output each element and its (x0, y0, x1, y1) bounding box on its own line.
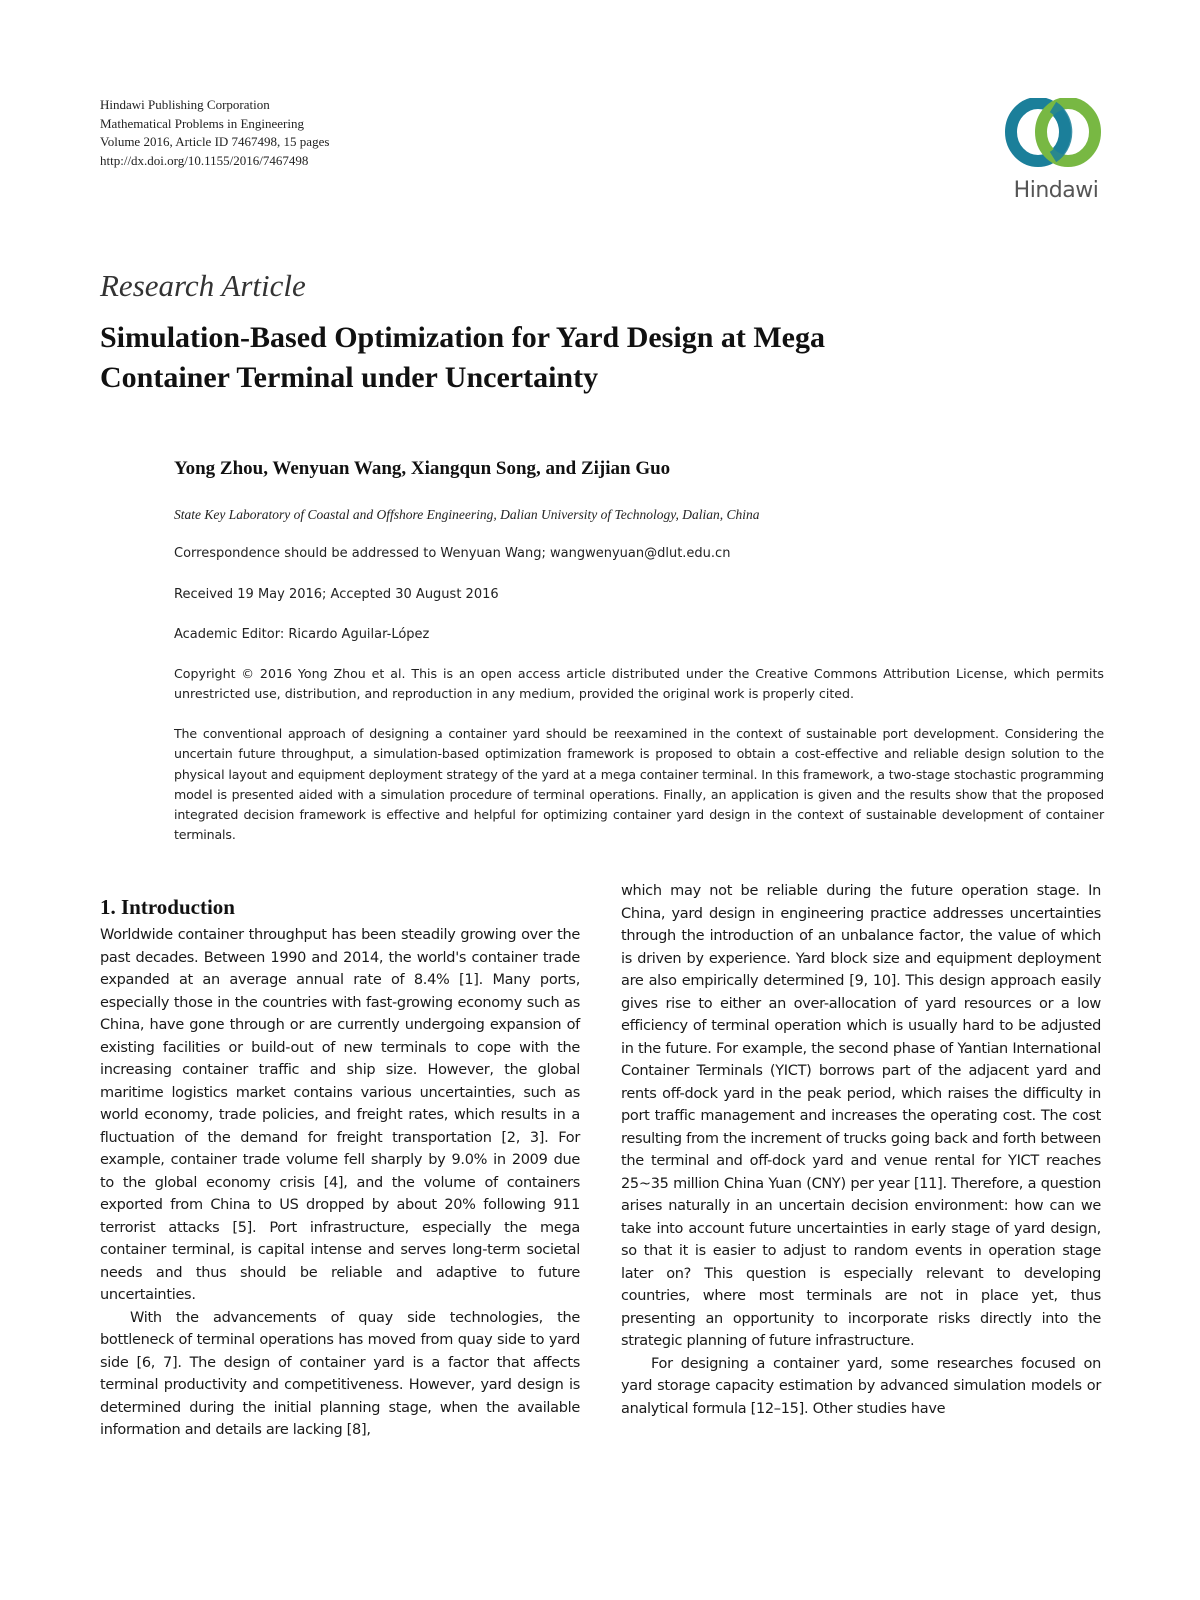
left-column (100, 924, 580, 1442)
publisher-name: Hindawi Publishing Corporation (100, 97, 270, 112)
doi-link[interactable]: http://dx.doi.org/10.1155/2016/7467498 (100, 152, 309, 168)
section-heading-introduction: 1. Introduction (100, 895, 235, 919)
journal-name: Mathematical Problems in Engineering (100, 115, 304, 131)
title-line-2: Container Terminal under Uncertainty (100, 361, 599, 394)
copyright-notice: Copyright © 2016 Yong Zhou et al. This is an open access article distributed under the Creative Commons Attribution License, which permits unrestricted use, distribution, and reproduction in any medium, provided the original work is properly cited. (174, 666, 1104, 701)
journal-header (100, 96, 329, 170)
author-list: Yong Zhou, Wenyuan Wang, Xiangqun Song, and Zijian Guo (174, 458, 671, 479)
received-dates: Received 19 May 2016; Accepted 30 August 2016 (174, 587, 499, 602)
intro-paragraph-3: For designing a container yard, some researches focused on yard storage capacity estimation by advanced simulation models or analytical formula [12–15]. Other studies have (621, 1355, 1101, 1417)
intro-paragraph-2-continued: which may not be reliable during the future operation stage. In China, yard design in engineering practice addresses uncertainties through the introduction of an unbalance factor, the value of which is driven by experience. Yard block size and equipment deployment are also empirically determined [9, 10]. This design approach easily gives rise to either an over-allocation of yard resources or a low efficiency of terminal operation which is usually hard to be adjusted in the future. For example, the second phase of Yantian International Container Terminals (YICT) borrows part of the adjacent yard and rents off-dock yard in the peak period, which raises the difficulty in port traffic management and increases the operating cost. The cost resulting from the increment of trucks going back and forth between the terminal and off-dock yard and venue rental for YICT reaches 25~35 million China Yuan (CNY) per year [11]. Therefore, a question arises naturally in an uncertain decision environment: how can we take into account future uncertainties in early stage of yard design, so that it is easier to adjust to random events in operation stage later on? This question is especially relevant to developing countries, where most terminals are not in place yet, thus presenting an opportunity to incorporate risks directly into the strategic planning of future infrastructure. (621, 883, 1101, 1349)
title-line-1: Simulation-Based Optimization for Yard Design at Mega (100, 321, 825, 354)
academic-editor: Academic Editor: Ricardo Aguilar-López (174, 627, 430, 642)
article-title (100, 318, 1000, 398)
affiliation: State Key Laboratory of Coastal and Offshore Engineering, Dalian University of Technology, Dalian, China (174, 507, 760, 522)
intro-paragraph-2: With the advancements of quay side technologies, the bottleneck of terminal operations has moved from quay side to yard side [6, 7]. The design of container yard is a factor that affects terminal productivity and competitiveness. However, yard design is determined during the initial planning stage, when the available information and details are lacking [8], (100, 1309, 580, 1438)
volume-info: Volume 2016, Article ID 7467498, 15 pages (100, 134, 330, 149)
correspondence: Correspondence should be addressed to Wenyuan Wang; wangwenyuan@dlut.edu.cn (174, 546, 731, 561)
intro-paragraph-1: Worldwide container throughput has been steadily growing over the past decades. Between 1990 and 2014, the world's container trade expanded at an average annual rate of 8.4% [1]. Many ports, especially those in the countries with fast-growing economy such as China, have gone through or are currently undergoing expansion of existing facilities or build-out of new terminals to cope with the increasing container traffic and ship size. However, the global maritime logistics market contains various uncertainties, such as world economy, trade policies, and freight rates, which results in a fluctuation of the demand for freight transportation [2, 3]. For example, container trade volume fell sharply by 9.0% in 2009 due to the global economy crisis [4], and the volume of containers exported from China to US dropped by about 20% following 911 terrorist attacks [5]. Port infrastructure, especially the mega container terminal, is capital intense and serves long-term societal needs and thus should be reliable and adaptive to future uncertainties. (100, 927, 580, 1303)
right-column (621, 880, 1101, 1420)
abstract: The conventional approach of designing a container yard should be reexamined in the context of sustainable port development. Considering the uncertain future throughput, a simulation-based optimization framework is proposed to obtain a cost-effective and reliable design solution to the physical layout and equipment deployment strategy of the yard at a mega container terminal. In this framework, a two-stage stochastic programming model is presented aided with a simulation procedure of terminal operations. Finally, an application is given and the results show that the proposed integrated decision framework is effective and helpful for optimizing container yard design in the context of sustainable development of container terminals. (174, 726, 1104, 843)
hindawi-logo-text: Hindawi (1013, 178, 1099, 203)
article-type: Research Article (100, 268, 306, 303)
